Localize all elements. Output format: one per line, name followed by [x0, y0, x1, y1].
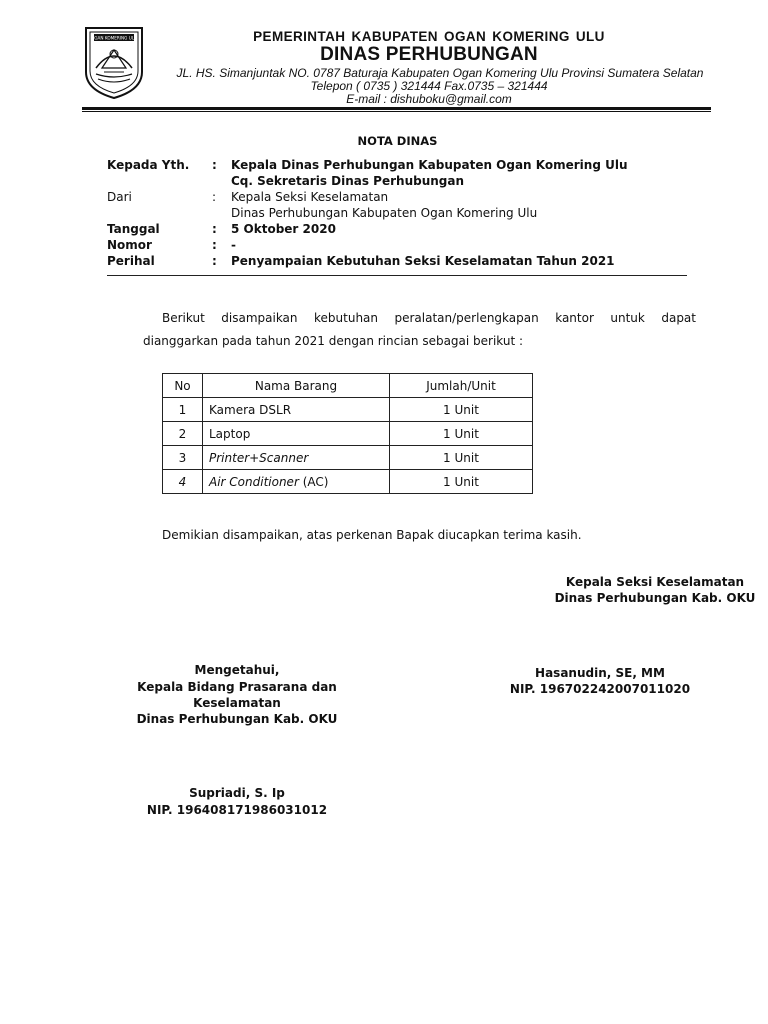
- table-row: [163, 470, 533, 494]
- item-name-suffix: (AC): [298, 474, 329, 489]
- field-label-to: Kepada Yth.: [107, 158, 190, 172]
- cell-qty: 1 Unit: [390, 398, 533, 422]
- item-name: Air Conditioner: [209, 474, 299, 489]
- signer-left-office: Dinas Perhubungan Kab. OKU: [136, 712, 338, 726]
- field-colon: :: [212, 222, 217, 236]
- field-colon: :: [212, 190, 217, 204]
- field-label-from: Dari: [107, 190, 132, 204]
- items-table: [162, 373, 533, 494]
- cell-name: [203, 398, 390, 422]
- field-colon: :: [212, 254, 217, 268]
- intro-paragraph-line1: Berikut disampaikan kebutuhan peralatan/perlengkapan kantor untuk dapat: [162, 311, 696, 325]
- signer-left-title-cont: Keselamatan: [193, 696, 281, 710]
- letterhead-divider: [82, 107, 711, 110]
- cell-name: [203, 470, 390, 494]
- office-email: E-mail : dishuboku@gmail.com: [346, 92, 512, 106]
- memo-title: NOTA DINAS: [357, 134, 438, 148]
- cell-no: 4: [163, 470, 203, 494]
- intro-paragraph-line2: dianggarkan pada tahun 2021 dengan rincian sebagai berikut :: [143, 334, 524, 348]
- table-row: [163, 398, 533, 422]
- cell-name: [203, 422, 390, 446]
- closing-sentence: Demikian disampaikan, atas perkenan Bapak diucapkan terima kasih.: [162, 528, 582, 542]
- signer-left-title: Kepala Bidang Prasarana dan: [137, 680, 337, 694]
- cell-name: [203, 446, 390, 470]
- signer-right-name: Hasanudin, SE, MM: [535, 666, 665, 680]
- signer-left-nip: NIP. 196408171986031012: [146, 803, 328, 817]
- field-value-date: 5 Oktober 2020: [231, 222, 336, 236]
- government-name: PEMERINTAH KABUPATEN OGAN KOMERING ULU: [253, 29, 605, 44]
- field-value-subject: Penyampaian Kebutuhan Seksi Keselamatan Tahun 2021: [231, 254, 615, 268]
- field-colon: :: [212, 238, 217, 252]
- item-name: Kamera DSLR: [209, 402, 292, 417]
- field-colon: :: [212, 158, 217, 172]
- signer-right-office: Dinas Perhubungan Kab. OKU: [554, 591, 756, 605]
- field-value-from: Kepala Seksi Keselamatan: [231, 190, 389, 204]
- table-row: [163, 446, 533, 470]
- header-divider: [107, 275, 687, 276]
- cell-no: 1: [163, 398, 203, 422]
- cell-qty: 1 Unit: [390, 470, 533, 494]
- header-name: Nama Barang: [203, 374, 390, 398]
- signer-right-nip: NIP. 196702242007011020: [509, 682, 691, 696]
- acknowledged-label: Mengetahui,: [194, 663, 280, 677]
- signer-right-title: Kepala Seksi Keselamatan: [565, 575, 745, 589]
- field-value-to: Kepala Dinas Perhubungan Kabupaten Ogan Komering Ulu: [231, 158, 628, 172]
- cell-qty: 1 Unit: [390, 422, 533, 446]
- field-value-to-cq: Cq. Sekretaris Dinas Perhubungan: [231, 174, 465, 188]
- department-name: DINAS PERHUBUNGAN: [320, 44, 538, 65]
- field-label-subject: Perihal: [107, 254, 155, 268]
- field-value-from-unit: Dinas Perhubungan Kabupaten Ogan Komering Ulu: [231, 206, 538, 220]
- cell-qty: 1 Unit: [390, 446, 533, 470]
- field-label-date: Tanggal: [107, 222, 160, 236]
- header-no: No: [163, 374, 203, 398]
- item-name: Laptop: [209, 426, 251, 441]
- table-header-row: [163, 374, 533, 398]
- table-row: [163, 422, 533, 446]
- letterhead-divider-thin: [82, 111, 711, 112]
- field-value-number: -: [231, 238, 236, 252]
- svg-text:OGAN KOMERING ULU: OGAN KOMERING ULU: [90, 35, 138, 41]
- item-name: Printer+Scanner: [209, 450, 309, 465]
- signer-left-name: Supriadi, S. Ip: [189, 786, 285, 800]
- field-label-number: Nomor: [107, 238, 152, 252]
- cell-no: 3: [163, 446, 203, 470]
- office-address: JL. HS. Simanjuntak NO. 0787 Baturaja Kabupaten Ogan Komering Ulu Provinsi Sumatera Selatan: [176, 66, 704, 80]
- office-phone: Telepon ( 0735 ) 321444 Fax.0735 – 321444: [310, 79, 548, 93]
- cell-no: 2: [163, 422, 203, 446]
- header-qty: Jumlah/Unit: [390, 374, 533, 398]
